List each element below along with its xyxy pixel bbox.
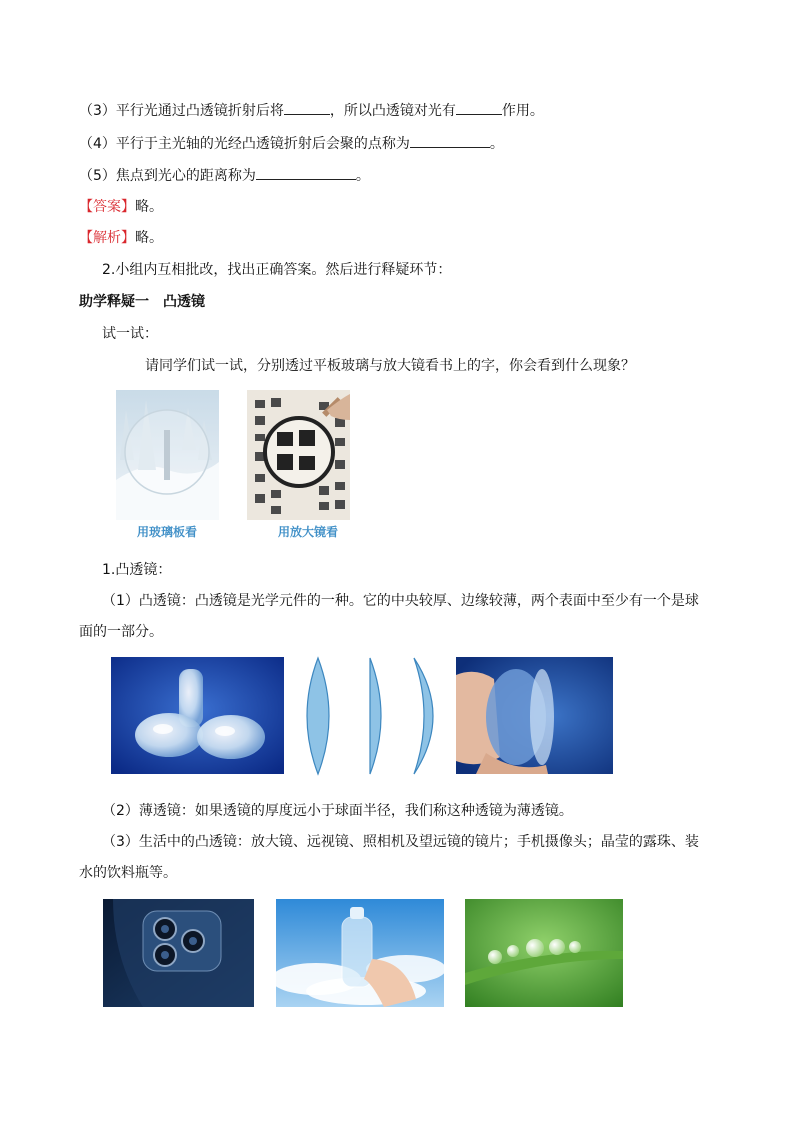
magnifier-image: [247, 390, 350, 520]
question-5-text-b: 。: [355, 168, 370, 184]
answer-text: 略。: [135, 199, 163, 215]
question-4-text-a: （4）平行于主光轴的光经凸透镜折射后会聚的点称为: [79, 136, 410, 152]
convex-lenses-photo: [111, 657, 284, 774]
glass-plate-image: [116, 390, 219, 520]
analysis-tag: 【解析】: [79, 230, 135, 246]
paragraph-1-line-1: （1）凸透镜：凸透镜是光学元件的一种。它的中央较厚、边缘较薄，两个表面中至少有一个是球: [102, 593, 699, 609]
question-4: [79, 133, 504, 154]
answer-tag: 【答案】: [79, 199, 135, 215]
question-5-text-a: （5）焦点到光心的距离称为: [79, 168, 256, 184]
paragraph-2: （2）薄透镜：如果透镜的厚度远小于球面半径，我们称这种透镜为薄透镜。: [102, 803, 573, 819]
question-3-text-c: 作用。: [501, 103, 544, 119]
question-3: [79, 100, 544, 121]
hand-holding-lens-photo: [456, 657, 613, 774]
answer-blank-5[interactable]: [256, 165, 356, 180]
question-4-text-b: 。: [489, 136, 504, 152]
question-5: [79, 165, 370, 186]
try-label: 试一试：: [102, 326, 158, 342]
step-2-text: 2.小组内互相批改，找出正确答案。然后进行释疑环节：: [102, 262, 452, 278]
section-title: 助学释疑一 凸透镜: [79, 294, 205, 310]
paragraph-1-line-2: 面的一部分。: [79, 624, 163, 640]
paragraph-3-line-2: 水的饮料瓶等。: [79, 865, 177, 881]
answer-blank-3b[interactable]: [456, 100, 502, 115]
try-prompt: 请同学们试一试，分别透过平板玻璃与放大镜看书上的字，你会看到什么现象？: [145, 358, 635, 374]
lens-shape-plano-convex: [360, 656, 390, 776]
lens-shape-biconvex: [298, 656, 338, 776]
analysis-line: [79, 228, 163, 248]
dewdrops-photo: [465, 899, 623, 1007]
caption-glass: 用玻璃板看: [137, 525, 198, 539]
water-bottle-photo: [276, 899, 444, 1007]
item-1-heading: 1.凸透镜：: [102, 562, 172, 578]
answer-blank-4[interactable]: [410, 133, 490, 148]
phone-camera-photo: [103, 899, 254, 1007]
question-3-text-b: ，所以凸透镜对光有: [329, 103, 456, 119]
paragraph-3-line-1: （3）生活中的凸透镜：放大镜、远视镜、照相机及望远镜的镜片；手机摄像头；晶莹的露珠、装: [102, 834, 699, 850]
analysis-text: 略。: [135, 230, 163, 246]
caption-magnifier: 用放大镜看: [278, 525, 339, 539]
answer-line: [79, 197, 163, 217]
lens-shape-meniscus: [408, 656, 448, 776]
question-3-text-a: （3）平行光通过凸透镜折射后将: [79, 103, 284, 119]
answer-blank-3a[interactable]: [284, 100, 330, 115]
